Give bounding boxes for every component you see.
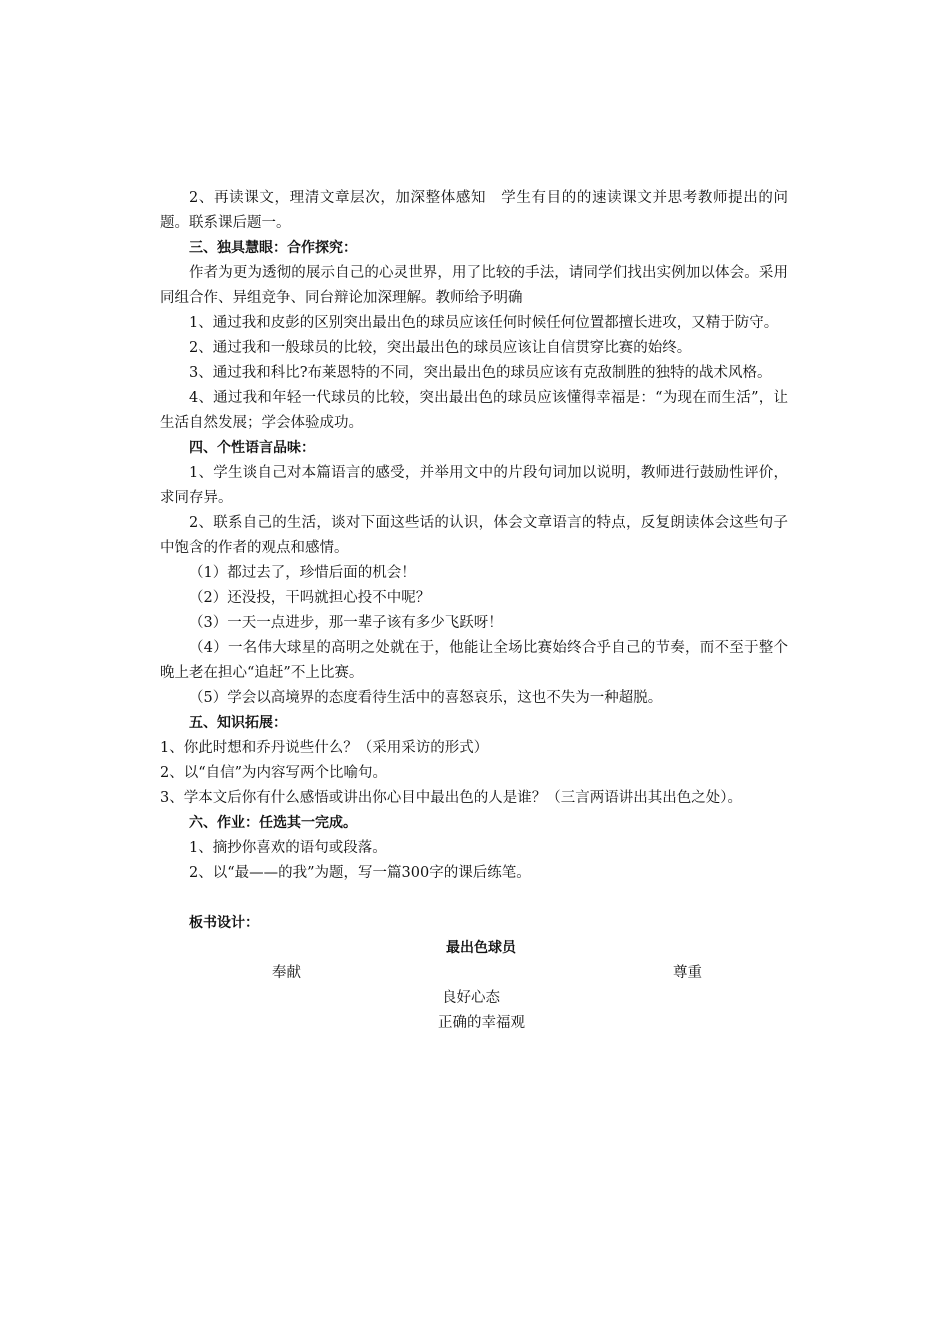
paragraph-language-2: 2、联系自己的生活，谈对下面这些话的认识，体会文章语言的特点，反复朗读体会这些句子中饱含的作者的观点和感情。 [160,515,788,556]
extension-item-3: 3、学本文后你有什么感悟或讲出你心目中最出色的人是谁？（三言两语讲出其出色之处）。 [160,790,742,806]
quote-item-3: （3）一天一点进步，那一辈子该有多少飞跃呀！ [189,615,503,631]
paragraph-comparison-intro: 作者为更为透彻的展示自己的心灵世界，用了比较的手法，请同学们找出实例加以体会。采用同组合作、异组竞争、同台辩论加深理解。教师给予明确 [160,265,788,306]
section-heading-4: 四、个性语言品味： [189,440,315,456]
extension-item-1: 1、你此时想和乔丹说些什么？（采用采访的形式） [160,740,489,756]
board-middle-item-1: 良好心态 [442,990,500,1006]
spacer [160,886,788,911]
paragraph-point-2: 2、通过我和一般球员的比较，突出最出色的球员应该让自信贯穿比赛的始终。 [189,340,692,356]
board-left-item: 奉献 [272,965,301,981]
board-design [160,936,788,1046]
quote-item-2: （2）还没投，干吗就担心投不中呢？ [189,590,431,606]
quote-item-1: （1）都过去了，珍惜后面的机会！ [189,565,416,581]
board-middle-item-2: 正确的幸福观 [438,1015,525,1031]
section-heading-3: 三、独具慧眼：合作探究： [189,240,357,256]
paragraph-point-3: 3、通过我和科比?布莱恩特的不同，突出最出色的球员应该有克敌制胜的独特的战术风格。 [189,365,772,381]
paragraph-language-1: 1、学生谈自己对本篇语言的感受，并举用文中的片段句词加以说明，教师进行鼓励性评价，求同存异。 [160,465,788,506]
section-heading-5: 五、知识拓展： [189,715,287,731]
board-design-heading: 板书设计： [189,915,259,931]
homework-item-1: 1、摘抄你喜欢的语句或段落。 [189,840,387,856]
board-right-item: 尊重 [673,965,702,981]
section-heading-6: 六、作业：任选其一完成。 [189,815,357,831]
quote-item-5: （5）学会以高境界的态度看待生活中的喜怒哀乐，这也不失为一种超脱。 [189,690,663,706]
quote-item-4: （4）一名伟大球星的高明之处就在于，他能让全场比赛始终合乎自己的节奏，而不至于整个晚上老在担心“追赶”不上比赛。 [160,640,788,681]
extension-item-2: 2、以“自信”为内容写两个比喻句。 [160,765,388,781]
paragraph-point-4: 4、通过我和年轻一代球员的比较，突出最出色的球员应该懂得幸福是：“为现在而生活”，让生活自然发展；学会体验成功。 [160,390,788,431]
homework-item-2: 2、以“最——的我”为题，写一篇300字的课后练笔。 [189,865,531,881]
board-title: 最出色球员 [446,940,516,956]
paragraph-point-1: 1、通过我和皮彭的区别突出最出色的球员应该任何时候任何位置都擅长进攻，又精于防守。 [189,315,779,331]
lesson-plan-body [160,186,788,1046]
paragraph-reread: 2、再读课文，理清文章层次，加深整体感知 学生有目的的速读课文并思考教师提出的问题。联系课后题一。 [160,190,788,231]
